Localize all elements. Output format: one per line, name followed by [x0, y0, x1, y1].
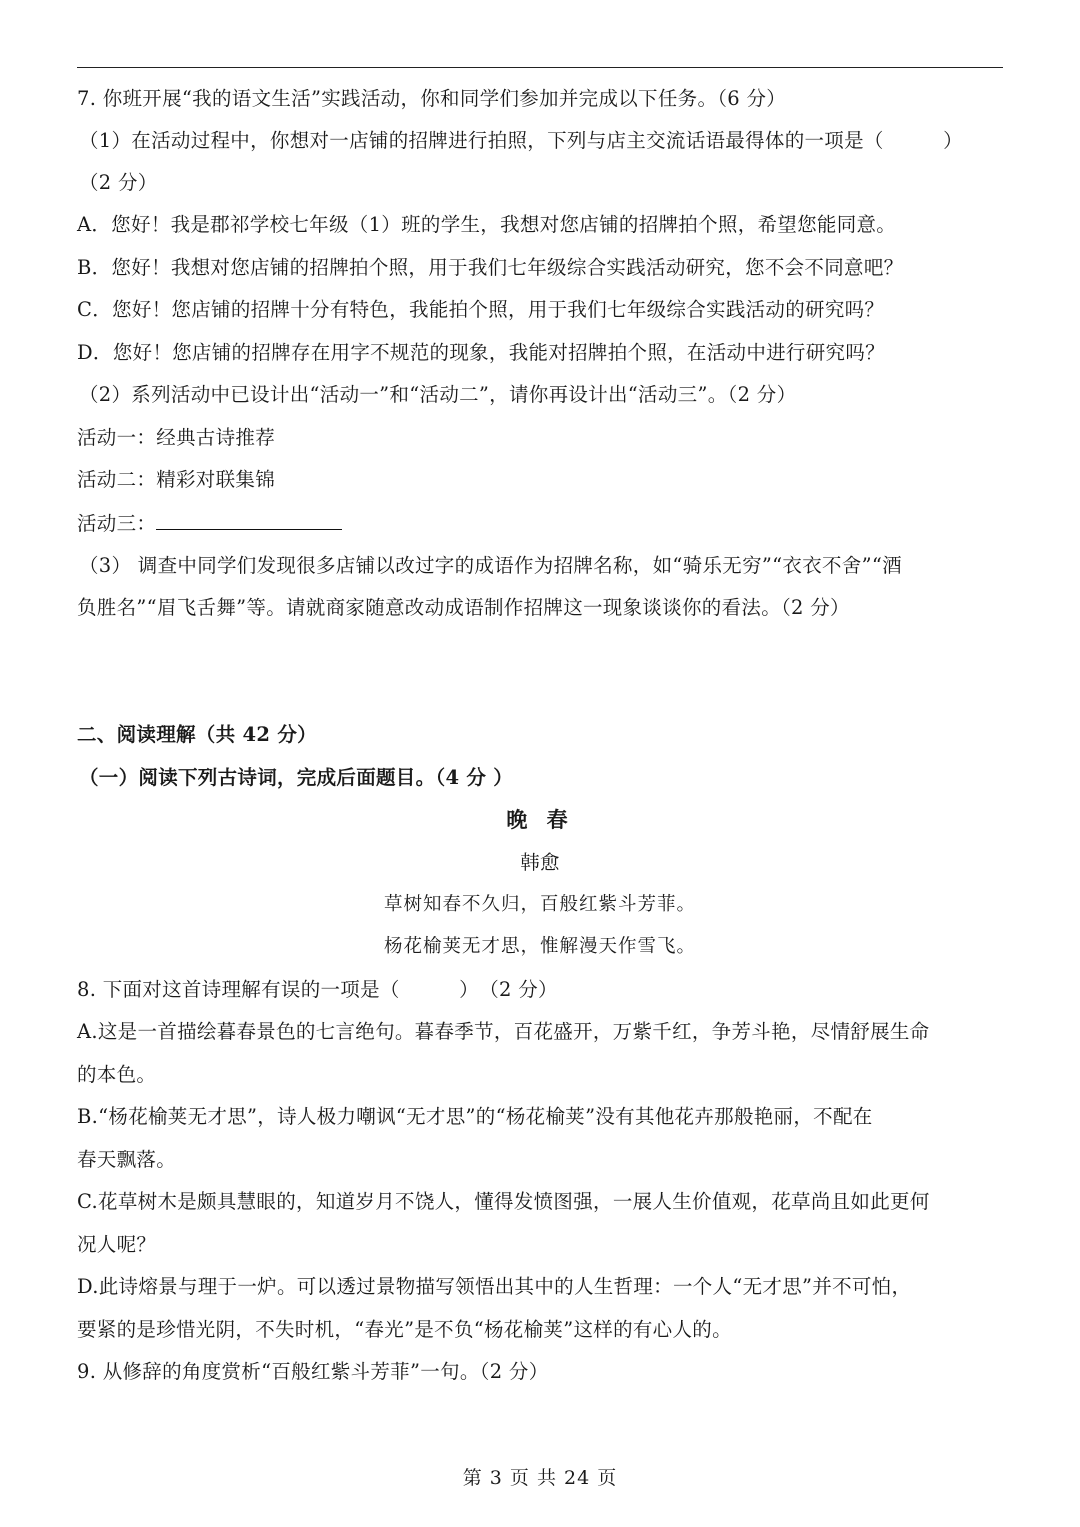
q9-stem: 9. 从修辞的角度赏析“百般红紫斗芳菲”一句。（2 分） [77, 1360, 549, 1383]
activity-2: 活动二：精彩对联集锦 [77, 468, 276, 491]
q7-sub3-line2: 负胜名”“眉飞舌舞”等。请就商家随意改动成语制作招牌这一现象谈谈你的看法。（2 分） [77, 596, 850, 619]
section2-part1-heading: （一）阅读下列古诗词，完成后面题目。（4 分 ） [79, 766, 514, 789]
poem-line-2: 杨花榆荚无才思，惟解漫天作雪飞。 [383, 936, 696, 957]
q7-sub3-line1: （3） 调查中同学们发现很多店铺以改过字的成语作为招牌名称，如“骑乐无穷”“衣衣不舍”“酒 [79, 554, 902, 577]
q8-option-b-line2: 春天飘落。 [77, 1148, 177, 1171]
q8-stem: 8. 下面对这首诗理解有误的一项是（ ） （2 分） [77, 978, 558, 1001]
header-rule [77, 67, 1003, 68]
q7-option-b: B．您好！我想对您店铺的招牌拍个照，用于我们七年级综合实践活动研究，您不会不同意吧？ [77, 256, 904, 279]
q8-option-a-line1: A.这是一首描绘暮春景色的七言绝句。暮春季节，百花盛开，万紫千红，争芳斗艳，尽情舒展生命 [77, 1020, 930, 1043]
q7-sub1-line1: （1）在活动过程中，你想对一店铺的招牌进行拍照，下列与店主交流话语最得体的一项是（ ） [79, 129, 963, 152]
page-number: 第 3 页 共 24 页 [462, 1467, 618, 1489]
q8-option-d-line1: D.此诗熔景与理于一炉。可以透过景物描写领悟出其中的人生哲理：一个人“无才思”并不可怕， [77, 1275, 912, 1298]
q8-option-d-line2: 要紧的是珍惜光阴，不失时机，“春光”是不负“杨花榆荚”这样的有心人的。 [77, 1318, 732, 1341]
poem-title: 晚 春 [506, 807, 574, 832]
section2-heading: 二、阅读理解（共 42 分） [77, 723, 317, 746]
activity-3 [77, 509, 342, 537]
q7-sub1-line2: （2 分） [79, 171, 158, 194]
q7-option-d: D．您好！您店铺的招牌存在用字不规范的现象，我能对招牌拍个照，在活动中进行研究吗？ [77, 341, 885, 364]
q8-option-c-line1: C.花草树木是颇具慧眼的，知道岁月不饶人，懂得发愤图强，一展人生价值观，花草尚且如此更何 [77, 1190, 930, 1213]
activity-1: 活动一：经典古诗推荐 [77, 426, 276, 449]
q7-option-c: C．您好！您店铺的招牌十分有特色，我能拍个照，用于我们七年级综合实践活动的研究吗？ [77, 298, 885, 321]
q7-sub2: （2）系列活动中已设计出“活动一”和“活动二”，请你再设计出“活动三”。（2 分） [79, 383, 797, 406]
poem-author: 韩愈 [520, 851, 560, 874]
q8-option-b-line1: B.“杨花榆荚无才思”，诗人极力嘲讽“无才思”的“杨花榆荚”没有其他花卉那般艳丽，不配在 [77, 1105, 873, 1128]
poem-line-1: 草树知春不久归，百般红紫斗芳菲。 [383, 894, 696, 915]
q7-stem: 7. 你班开展“我的语文生活”实践活动，你和同学们参加并完成以下任务。（6 分） [77, 87, 787, 110]
q7-option-a: A．您好！我是郡祁学校七年级（1）班的学生，我想对您店铺的招牌拍个照，希望您能同意。 [77, 213, 897, 236]
activity-3-label: 活动三： [77, 512, 157, 535]
q8-option-c-line2: 况人呢？ [77, 1233, 157, 1256]
q8-option-a-line2: 的本色。 [77, 1063, 157, 1086]
activity-3-answer-blank [156, 509, 342, 530]
